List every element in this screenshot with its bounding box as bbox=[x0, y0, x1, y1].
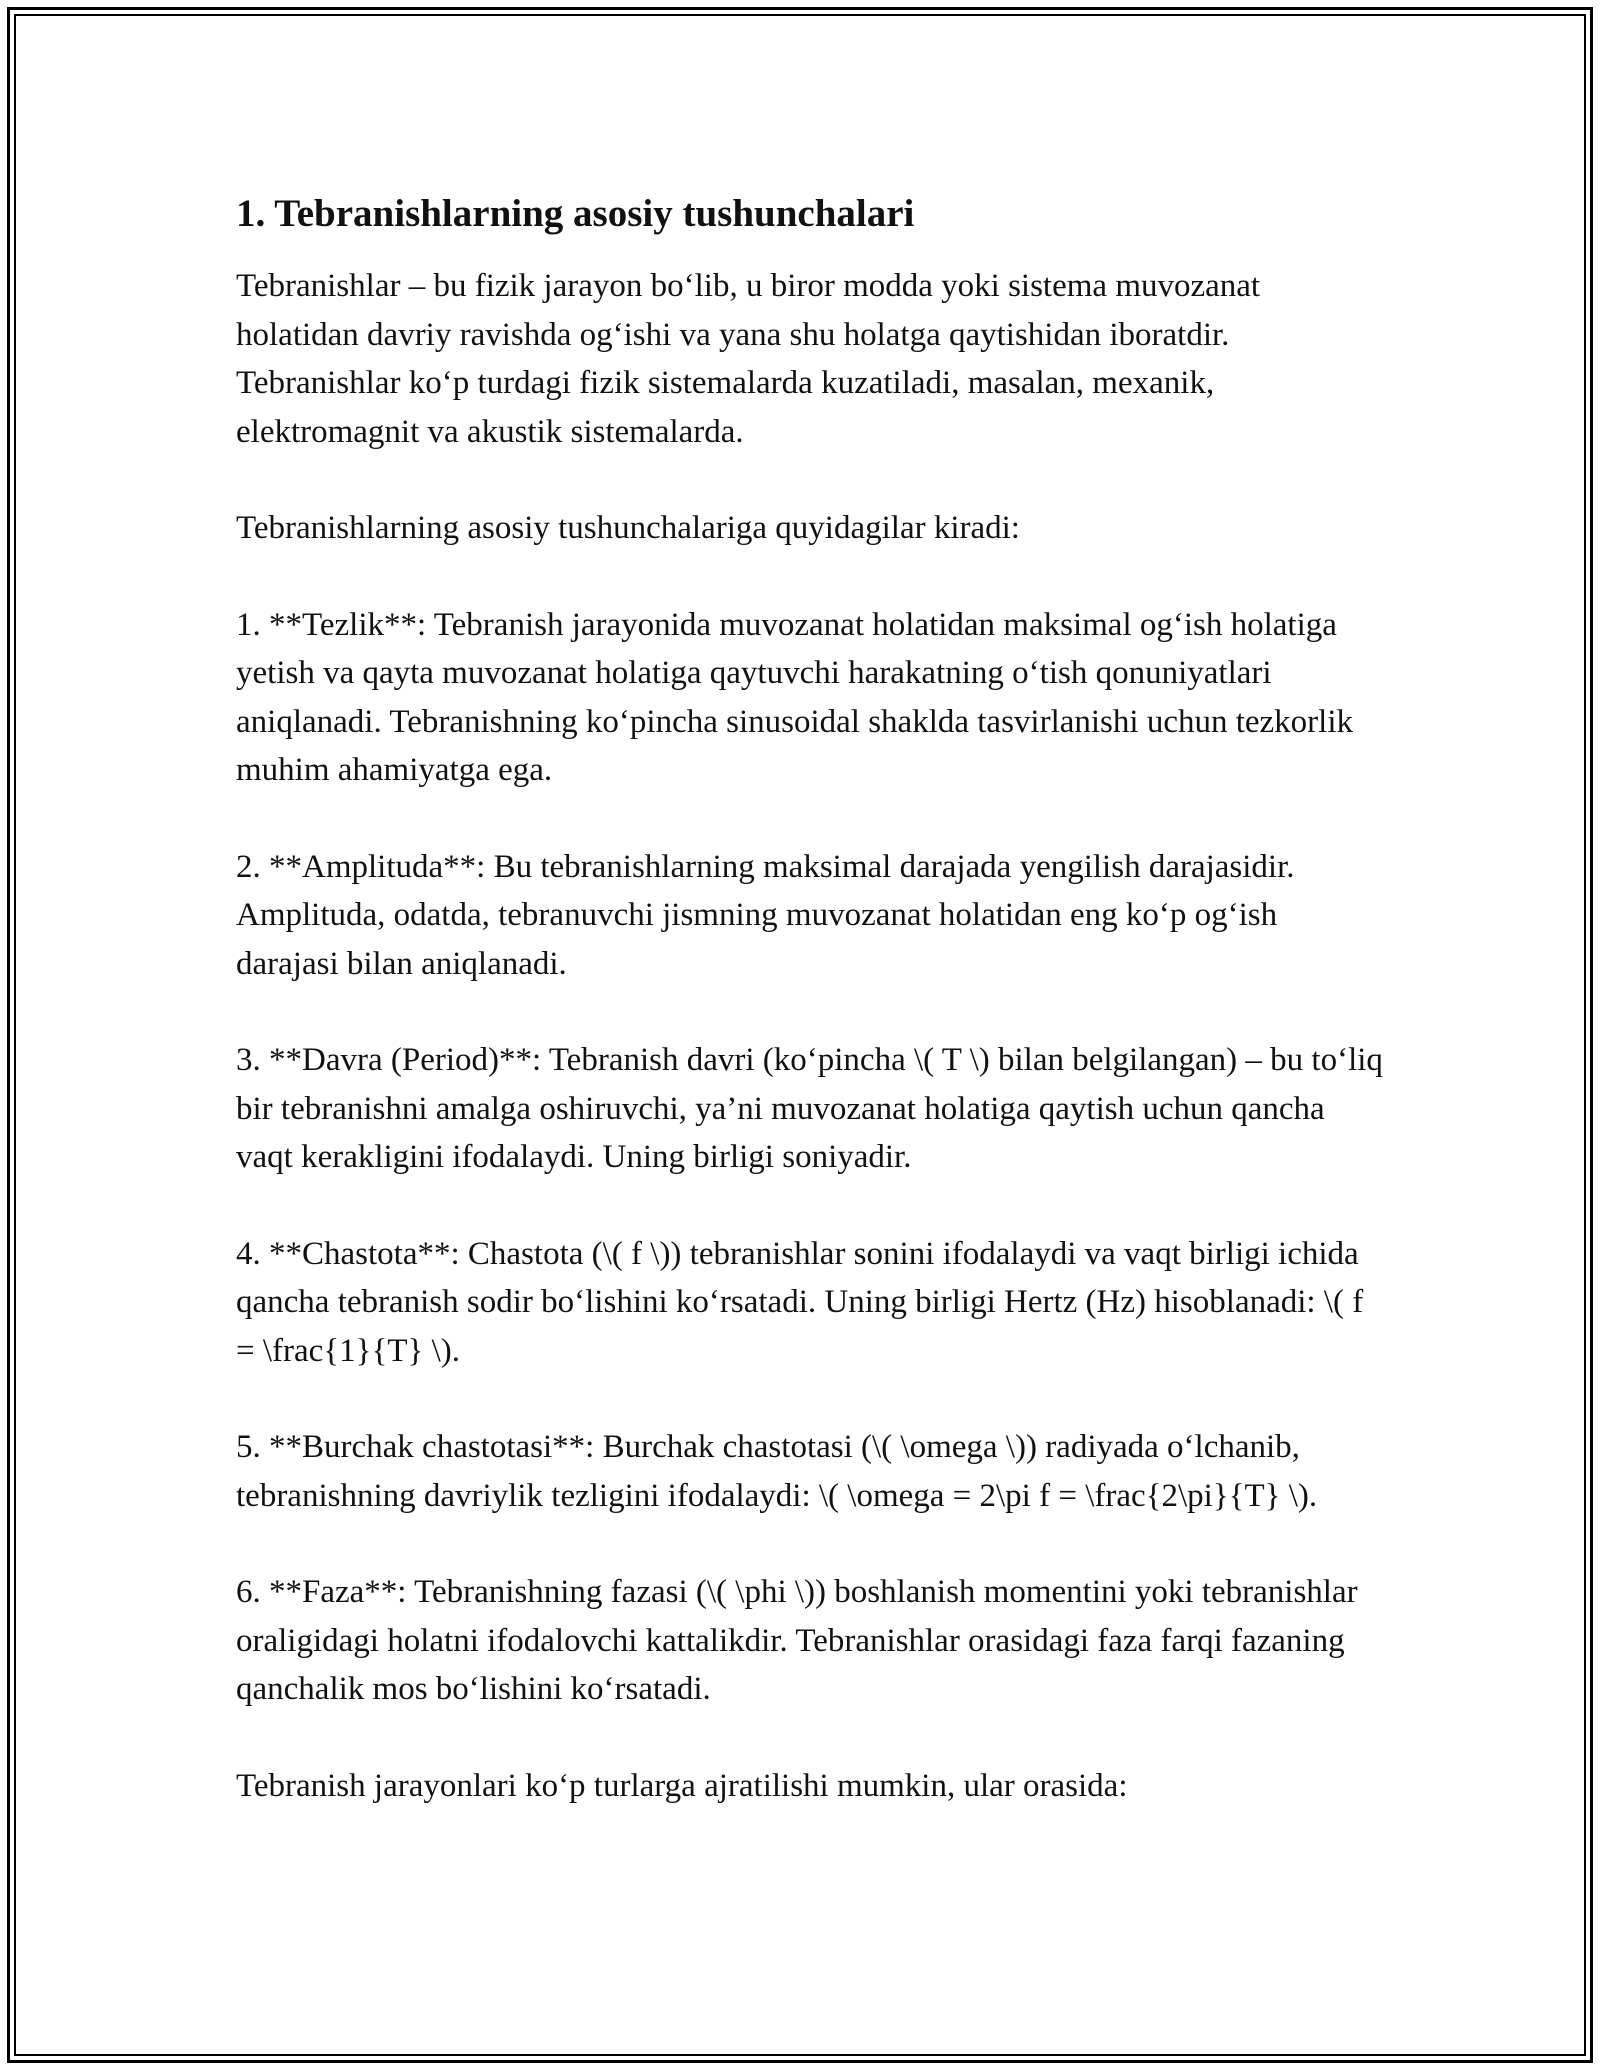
list-item-tezlik: 1. **Tezlik**: Tebranish jarayonida muvozanat holatidan maksimal og‘ish holatiga yetish va qayta muvozanat holatiga qaytuvchi harakatning o‘tish qonuniyatlari aniqlanadi. Tebranishning ko‘pincha sinusoidal shaklda tasvirlanishi uchun tezkorlik muhim ahamiyatga ega. bbox=[236, 606, 1354, 788]
section-title: 1. Tebranishlarning asosiy tushunchalari bbox=[236, 192, 915, 235]
list-item-amplituda: 2. **Amplituda**: Bu tebranishlarning maksimal darajada yengilish darajasidir. Amplituda, odatda, tebranuvchi jismning muvozanat holatidan eng ko‘p og‘ish darajasi bilan aniqlanadi. bbox=[236, 848, 1295, 982]
document-body bbox=[236, 188, 1386, 1810]
list-item-davra: 3. **Davra (Period)**: Tebranish davri (ko‘pincha \( T \) bilan belgilangan) – bu to‘liq bir tebranishni amalga oshiruvchi, ya’ni muvozanat holatiga qaytish uchun qancha vaqt kerakligini ifodalaydi. Uning birligi soniyadir. bbox=[236, 1042, 1383, 1175]
paragraph-list-intro: Tebranishlarning asosiy tushunchalariga quyidagilar kiradi: bbox=[236, 510, 1020, 546]
paragraph-intro: Tebranishlar – bu fizik jarayon bo‘lib, u biror modda yoki sistema muvozanat holatidan davriy ravishda og‘ishi va yana shu holatga qaytishidan iboratdir. Tebranishlar ko‘p turdagi fizik sistemalarda kuzatiladi, masalan, mexanik, elektromagnit va akustik sistemalarda. bbox=[236, 268, 1261, 450]
list-item-burchak-chastotasi: 5. **Burchak chastotasi**: Burchak chastotasi (\( \omega \)) radiyada o‘lchanib, tebranishning davriylik tezligini ifodalaydi: \( \omega = 2\pi f = \frac{2\pi}{T} \). bbox=[236, 1429, 1318, 1514]
list-item-faza: 6. **Faza**: Tebranishning fazasi (\( \phi \)) boshlanish momentini yoki tebranishlar oraligidagi holatni ifodalovchi kattalikdir. Tebranishlar orasidagi faza farqi fazaning qanchalik mos bo‘lishini ko‘rsatadi. bbox=[236, 1574, 1358, 1707]
paragraph-closing: Tebranish jarayonlari ko‘p turlarga ajratilishi mumkin, ular orasida: bbox=[236, 1767, 1128, 1804]
list-item-chastota: 4. **Chastota**: Chastota (\( f \)) tebranishlar sonini ifodalaydi va vaqt birligi ichida qancha tebranish sodir bo‘lishini ko‘rsatadi. Uning birligi Hertz (Hz) hisoblanadi: \( f = \frac{1}{T} \). bbox=[236, 1235, 1364, 1369]
